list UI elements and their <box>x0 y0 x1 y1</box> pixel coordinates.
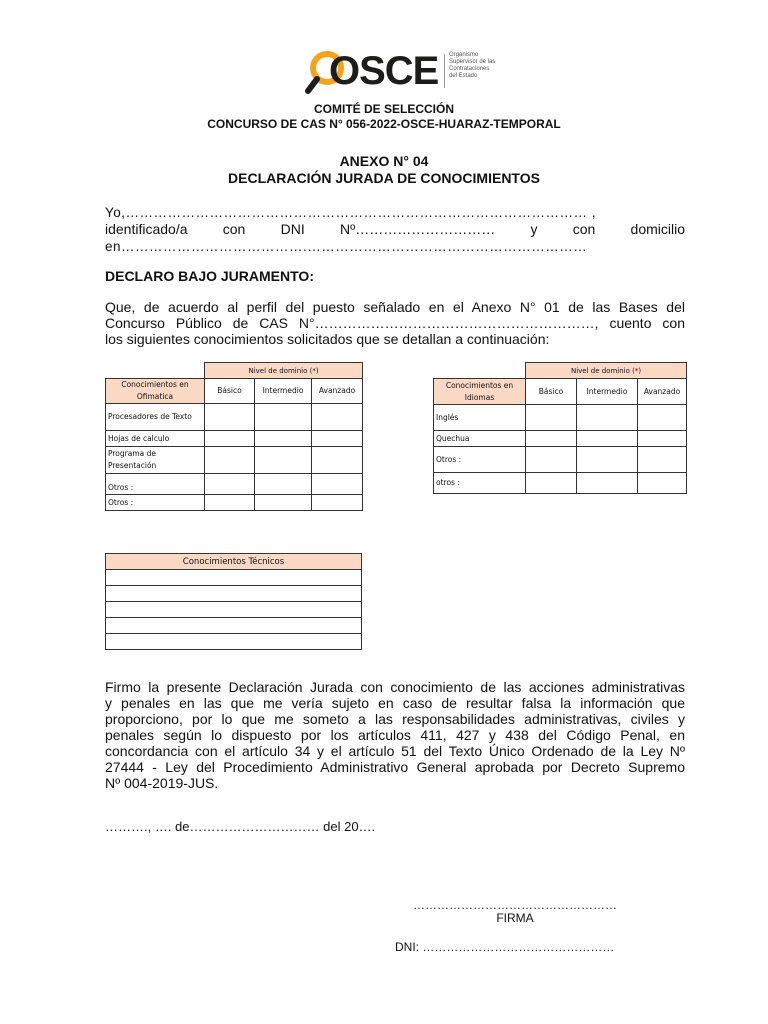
table-row <box>106 586 362 602</box>
office-skills-table <box>105 362 363 511</box>
intro-line-2: Concurso Público de CAS N°……………………………………………………, cuento con <box>105 315 685 331</box>
language-cell-basic[interactable] <box>526 473 577 494</box>
date-line: ………., …. de………………………… del 20…. <box>105 819 376 834</box>
osce-logo <box>305 48 510 96</box>
office-level-intermediate: Intermedio <box>255 379 312 404</box>
language-cell-intermediate[interactable] <box>577 431 638 447</box>
declaration-heading: DECLARO BAJO JURAMENTO: <box>105 268 314 284</box>
closing-line-4: penales según lo dispuesto por los artículos 411, 427 y 438 del Código Penal, en <box>105 727 685 743</box>
office-skill-label: Otros : <box>106 495 205 511</box>
table-row <box>106 495 363 511</box>
logo-subtitle: Organismo Supervisor de las Contrataciones del Estado <box>449 52 496 79</box>
technical-skill-cell[interactable] <box>106 618 362 634</box>
technical-skill-cell[interactable] <box>106 602 362 618</box>
contest-heading: CONCURSO DE CAS N° 056-2022-OSCE-HUARAZ-TEMPORAL <box>207 117 561 131</box>
table-row <box>106 634 362 650</box>
office-cell-basic[interactable] <box>205 447 255 474</box>
language-cell-basic[interactable] <box>526 405 577 431</box>
office-cell-advanced[interactable] <box>312 447 363 474</box>
office-cell-advanced[interactable] <box>312 404 363 431</box>
closing-line-2: y penales en las que me vería sujeto en caso de resultar falsa la información que <box>105 695 685 711</box>
table-row <box>434 431 687 447</box>
language-level-advanced: Avanzado <box>638 379 687 405</box>
office-cell-advanced[interactable] <box>312 431 363 447</box>
office-skill-label: Otros : <box>106 474 205 495</box>
language-cell-advanced[interactable] <box>638 473 687 494</box>
office-cell-advanced[interactable] <box>312 495 363 511</box>
office-skills-column-header: Conocimientos en Ofimatica <box>106 379 205 404</box>
language-level-intermediate: Intermedio <box>577 379 638 405</box>
language-cell-advanced[interactable] <box>638 405 687 431</box>
office-cell-basic[interactable] <box>205 474 255 495</box>
language-cell-basic[interactable] <box>526 431 577 447</box>
technical-skills-table <box>105 553 362 650</box>
technical-skills-header: Conocimientos Técnicos <box>106 554 362 570</box>
language-cell-basic[interactable] <box>526 447 577 473</box>
table-row <box>106 570 362 586</box>
office-cell-basic[interactable] <box>205 404 255 431</box>
closing-line-3: proporciono, por lo que me someto a las responsabilidades administrativas, civiles y <box>105 711 685 727</box>
office-level-group-header: Nivel de dominio (*) <box>205 363 363 379</box>
language-cell-intermediate[interactable] <box>577 447 638 473</box>
language-cell-intermediate[interactable] <box>577 405 638 431</box>
annex-heading: ANEXO N° 04 <box>339 153 429 169</box>
logo-divider <box>444 54 445 88</box>
office-cell-intermediate[interactable] <box>255 495 312 511</box>
table-row <box>106 474 363 495</box>
language-skills-table <box>433 362 687 494</box>
office-cell-basic[interactable] <box>205 495 255 511</box>
language-cell-intermediate[interactable] <box>577 473 638 494</box>
office-cell-intermediate[interactable] <box>255 447 312 474</box>
language-skill-label: Otros : <box>434 447 526 473</box>
logo-brand: OSCE <box>329 49 439 93</box>
language-skill-label: Inglés <box>434 405 526 431</box>
technical-skill-cell[interactable] <box>106 570 362 586</box>
closing-line-5: concordancia con el artículo 34 y el artículo 51 del Texto Único Ordenado de la Ley Nº <box>105 743 685 759</box>
language-level-basic: Básico <box>526 379 577 405</box>
technical-skill-cell[interactable] <box>106 634 362 650</box>
language-cell-advanced[interactable] <box>638 431 687 447</box>
office-cell-intermediate[interactable] <box>255 474 312 495</box>
intro-line-3: los siguientes conocimientos solicitados que se detallan a continuación: <box>105 331 550 347</box>
office-cell-basic[interactable] <box>205 431 255 447</box>
office-skill-label: Programa de Presentación <box>106 447 205 474</box>
table-row <box>106 618 362 634</box>
table-row <box>106 447 363 474</box>
language-level-group-header: Nivel de dominio (*) <box>526 363 687 379</box>
table-row <box>434 447 687 473</box>
language-skill-label: otros : <box>434 473 526 494</box>
office-cell-advanced[interactable] <box>312 474 363 495</box>
signature-label: FIRMA <box>496 911 534 925</box>
closing-line-1: Firmo la presente Declaración Jurada con conocimiento de las acciones administrativas <box>105 679 685 695</box>
table-row <box>434 473 687 494</box>
table-row <box>106 431 363 447</box>
identity-address-line: en………………………………….…………………………………………………… <box>105 239 588 254</box>
language-skills-column-header: Conocimientos en Idiomas <box>434 379 526 405</box>
table-row <box>106 404 363 431</box>
signature-dni: DNI: ………………………………………… <box>395 940 615 954</box>
office-cell-intermediate[interactable] <box>255 431 312 447</box>
committee-heading: COMITÉ DE SELECCIÓN <box>313 102 454 116</box>
signature-line: …………………………………………… <box>413 898 617 912</box>
office-level-advanced: Avanzado <box>312 379 363 404</box>
identity-name-line: Yo,……………………………………………………………………………………… , <box>105 205 597 220</box>
office-cell-intermediate[interactable] <box>255 404 312 431</box>
closing-line-7: Nº 004-2019-JUS. <box>105 775 219 791</box>
table-row <box>106 602 362 618</box>
language-cell-advanced[interactable] <box>638 447 687 473</box>
document-title: DECLARACIÓN JURADA DE CONOCIMIENTOS <box>228 170 540 186</box>
office-skill-label: Procesadores de Texto <box>106 404 205 431</box>
identity-dni-line: identificado/a con DNI Nº………………………… y con domicilio <box>105 221 685 237</box>
closing-line-6: 27444 - Ley del Procedimiento Administrativo General aprobada por Decreto Supremo <box>105 759 685 775</box>
table-row <box>434 405 687 431</box>
language-skill-label: Quechua <box>434 431 526 447</box>
intro-line-1: Que, de acuerdo al perfil del puesto señalado en el Anexo N° 01 de las Bases del <box>105 299 685 315</box>
office-level-basic: Básico <box>205 379 255 404</box>
technical-skill-cell[interactable] <box>106 586 362 602</box>
office-skill-label: Hojas de calculo <box>106 431 205 447</box>
